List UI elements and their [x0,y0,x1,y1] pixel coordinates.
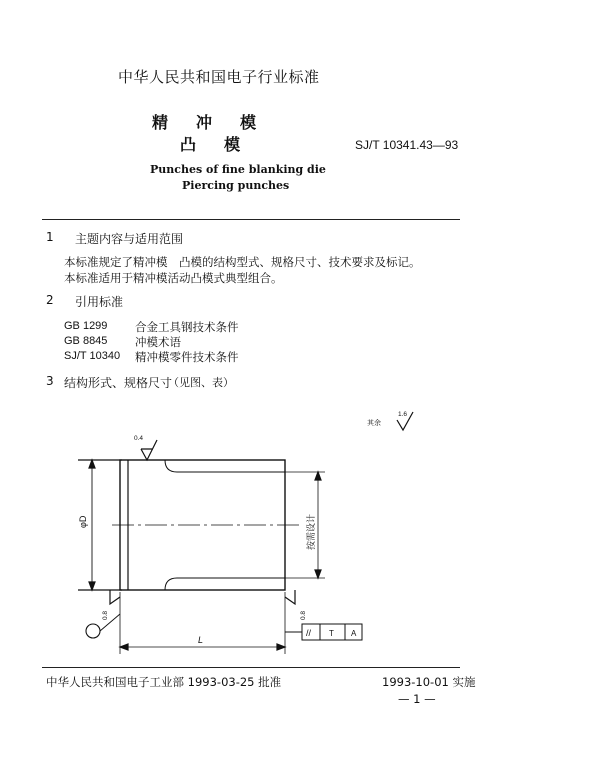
header-rule [42,219,460,220]
issuer-approval: 中华人民共和国电子工业部 1993-03-25 批准 [46,675,282,689]
page-number: — 1 — [398,692,436,706]
length-dimension: L [198,635,204,645]
roughness-top-value: 0.4 [134,435,144,442]
section-1-number: 1 [46,230,54,244]
standard-category-header: 中华人民共和国电子行业标准 [118,68,320,86]
title-chinese-line1: 精冲模 [152,113,285,132]
punch-drawing [0,400,600,662]
tolerance-value: T [329,629,334,638]
section-1-heading: 主题内容与适用范围 [75,232,184,246]
ref-code: GB 8845 [64,335,108,347]
tolerance-datum: A [351,629,357,638]
title-english-line1: Punches of fine blanking die [150,163,326,176]
tolerance-parallelism-symbol: // [306,628,312,638]
roughness-right-value: 0.8 [300,610,307,620]
section-2-number: 2 [46,293,54,307]
ref-code: SJ/T 10340 [64,350,121,362]
section-1-paragraph-2: 本标准适用于精冲模活动凸模式典型组合。 [64,271,283,285]
effective-date: 1993-10-01 实施 [382,675,476,689]
ref-title: 冲模术语 [135,335,181,349]
section-1-paragraph-1: 本标准规定了精冲模 凸模的结构型式、规格尺寸、技术要求及标记。 [64,255,421,269]
roughness-rest-label: 其余 [367,420,381,427]
footer-rule [42,667,460,668]
standard-code: SJ/T 10341.43—93 [355,138,459,152]
roughness-rest-value: 1.6 [398,411,408,418]
ref-title: 合金工具钢技术条件 [135,320,239,334]
ref-code: GB 1299 [64,320,108,332]
section-2-heading: 引用标准 [75,295,124,309]
datum-circle [86,624,100,638]
ref-title: 精冲模零件技术条件 [135,350,239,364]
title-chinese-line2: 凸模 [180,135,269,154]
section-3-note: （见图、表） [168,376,234,389]
section-3-heading: 结构形式、规格尺寸 [64,376,173,390]
profile-dimension-label: 按需设计 [306,513,316,550]
diameter-dimension: φD [78,515,88,528]
section-3-number: 3 [46,374,54,388]
roughness-left-value: 0.8 [102,610,109,620]
title-english-line2: Piercing punches [182,179,290,192]
